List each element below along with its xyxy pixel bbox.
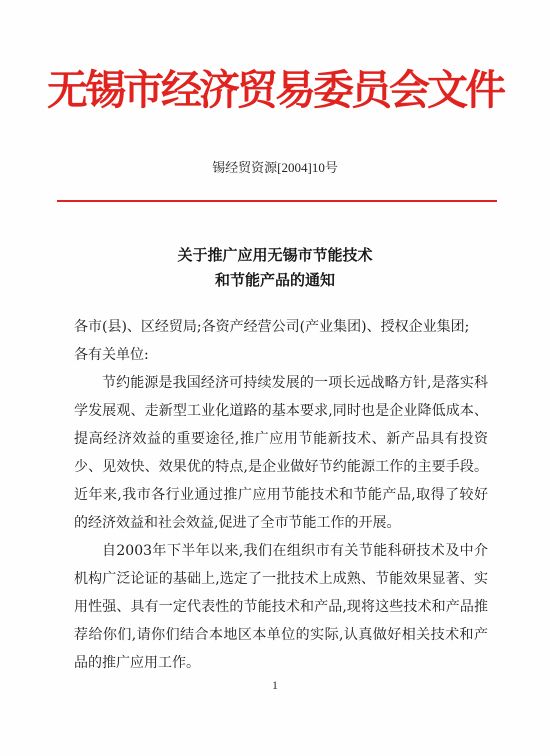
salutation-line-1: 各市(县)、区经贸局;各资产经营公司(产业集团)、授权企业集团;: [74, 319, 470, 335]
body-paragraph-2: 自2003年下半年以来,我们在组织市有关节能科研技术及中介机构广泛论证的基础上,选定了一批技术上成熟、节能效果显著、实用性强、具有一定代表性的节能技术和产品,现将这些技术和产品推荐给你们,请你们结合本地区本单位的实际,认真做好相关技术和产品的推广应用工作。: [74, 543, 488, 671]
page-number: 1: [272, 678, 278, 692]
red-divider-rule: [57, 200, 497, 202]
notice-title-line-2: 和节能产品的通知: [214, 271, 335, 289]
notice-title: [0, 243, 550, 293]
masthead-title: 无锡市经济贸易委员会文件: [47, 66, 503, 114]
document-number: 锡经贸资源[2004]10号: [212, 160, 338, 175]
notice-title-line-1: 关于推广应用无锡市节能技术: [177, 246, 373, 264]
notice-body: [74, 313, 488, 677]
body-paragraph-1: 节约能源是我国经济可持续发展的一项长远战略方针,是落实科学发展观、走新型工业化道路的基本要求,同时也是企业降低成本、提高经济效益的重要途径,推广应用节能新技术、新产品具有投资少、见效快、效果优的特点,是企业做好节约能源工作的主要手段。近年来,我市各行业通过推广应用节能技术和节能产品,取得了较好的经济效益和社会效益,促进了全市节能工作的开展。: [74, 375, 488, 531]
salutation-line-2: 各有关单位:: [74, 347, 149, 363]
